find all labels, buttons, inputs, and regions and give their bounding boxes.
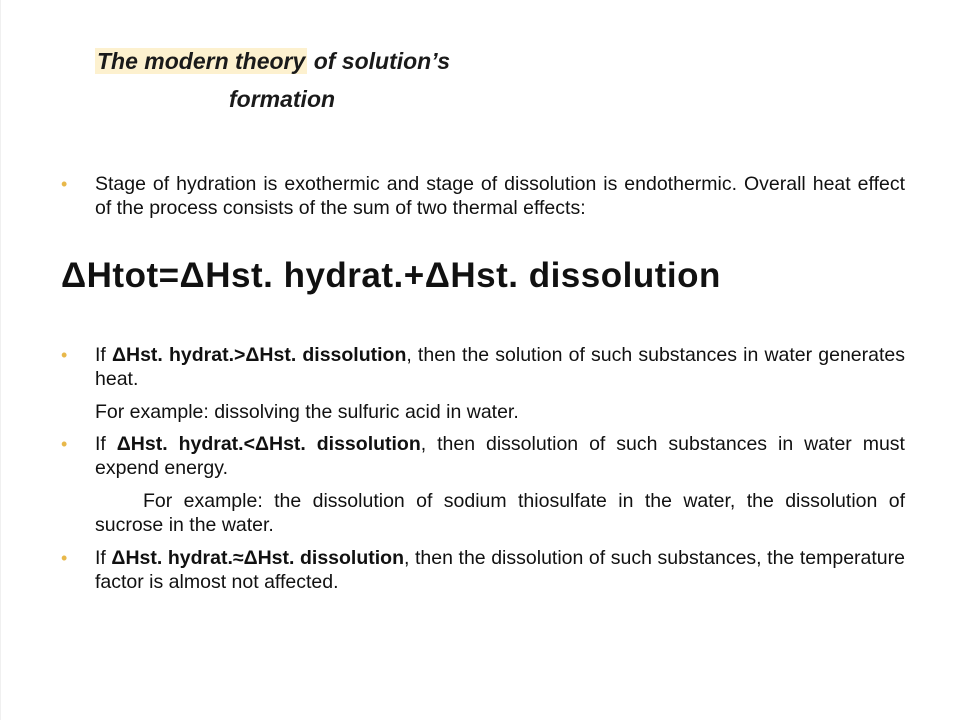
title-second-line: formation — [229, 86, 336, 112]
formula: ΔHtot=ΔHst. hydrat.+ΔHst. dissolution — [61, 256, 721, 295]
title-highlighted-text: The modern theory — [97, 48, 306, 74]
case-condition: ΔHst. hydrat.<ΔHst. dissolution — [116, 433, 421, 455]
case-prefix: If — [95, 547, 112, 569]
case-condition: ΔHst. hydrat.>ΔHst. dissolution — [111, 344, 407, 366]
case-condition: ΔHst. hydrat.≈ΔHst. dissolution — [111, 547, 404, 569]
case-bullet-endothermic — [95, 432, 905, 480]
intro-text: Stage of hydration is exothermic and stage of dissolution is endothermic. Overall heat effect of the process consists of the sum of two thermal effects: — [95, 173, 905, 219]
case-example-exothermic: For example: dissolving the sulfuric acid in water. — [95, 401, 519, 423]
slide-title — [95, 44, 450, 116]
case-bullet-neutral — [95, 546, 905, 594]
case-prefix: If — [95, 344, 112, 366]
case-result: , then the dissolution of such substances, the temperature factor is almost not affected. — [95, 547, 905, 593]
case-bullet-exothermic — [95, 343, 905, 391]
title-text: of solution’s — [307, 48, 450, 74]
case-prefix: If — [95, 433, 117, 455]
intro-bullet — [95, 172, 905, 220]
case-result: , then the solution of such substances in water generates heat. — [95, 344, 905, 390]
case-result: , then dissolution of such substances in water must expend energy. — [95, 433, 905, 479]
case-example-endothermic: For example: the dissolution of sodium thiosulfate in the water, the dissolution of sucrose in the water. — [95, 490, 905, 536]
